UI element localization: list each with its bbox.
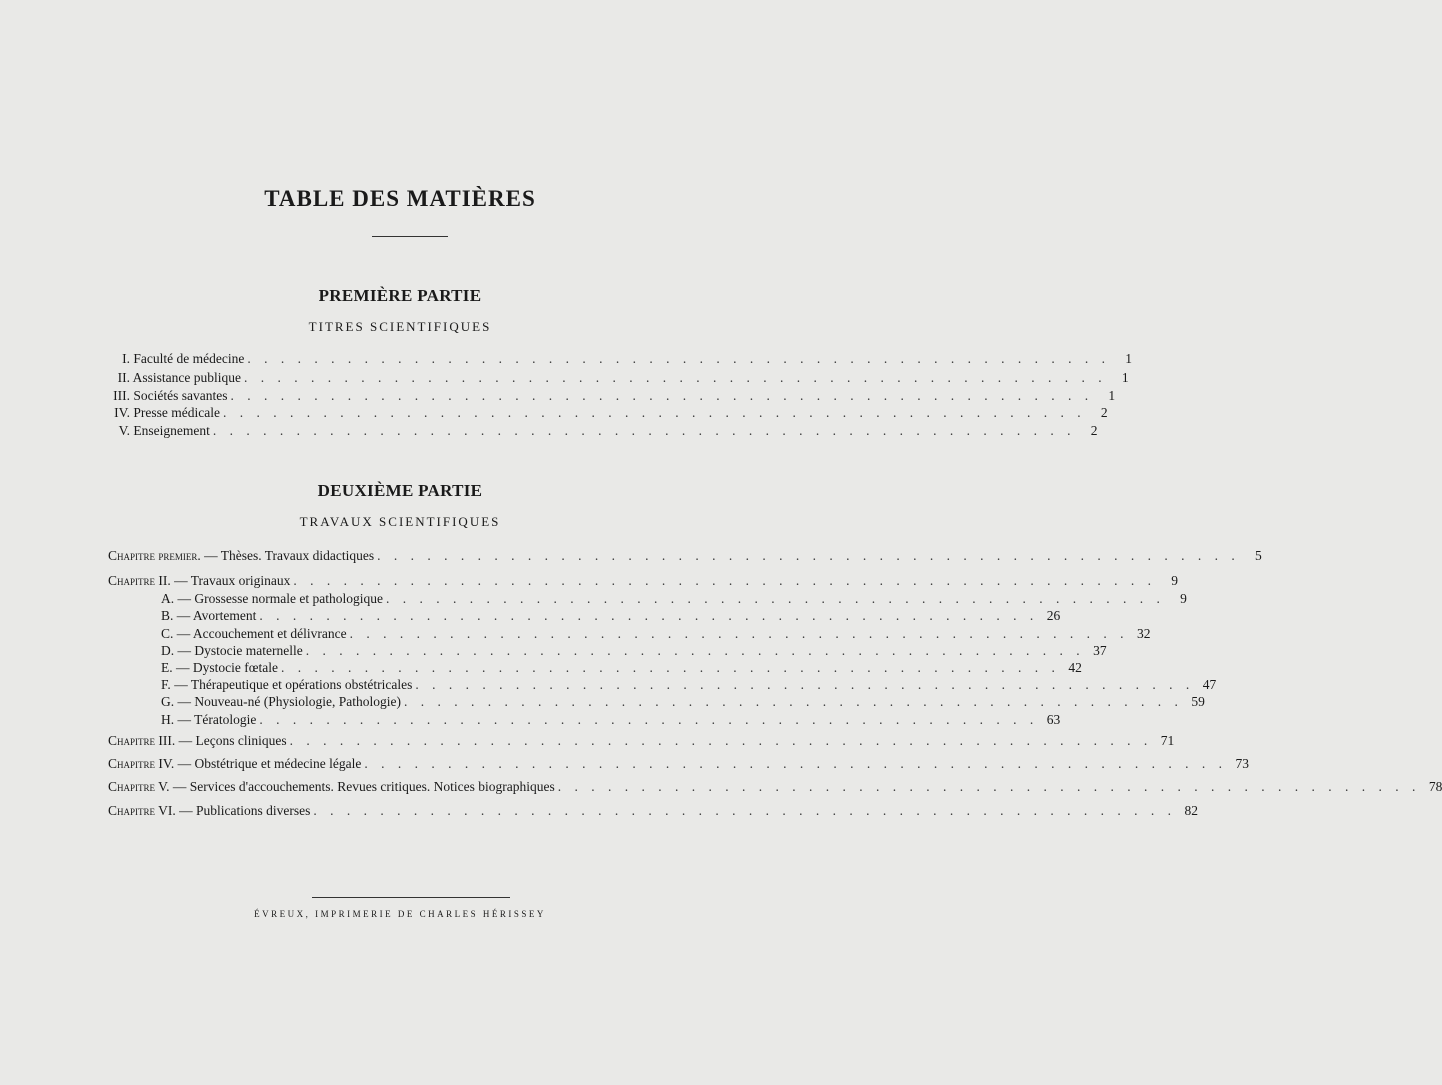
- entry-label: Enseignement: [133, 423, 210, 438]
- chapter-label: — Thèses. Travaux didactiques: [204, 548, 375, 563]
- chapter-entry[interactable]: [108, 546, 1262, 565]
- printer-imprint: ÉVREUX, IMPRIMERIE DE CHARLES HÉRISSEY: [254, 909, 546, 919]
- subsection-letter: A.: [161, 591, 175, 606]
- leader-dots: . . . . . . . . . . . . . . . . . . . . . . . . . . . . . . . . . . . . . . . . . . . . . . . . . . . .: [230, 388, 1094, 403]
- chapter-page: 73: [1235, 756, 1249, 771]
- leader-dots: . . . . . . . . . . . . . . . . . . . . . . . . . . . . . . . . . . . . . . . . . . . . . . .: [280, 660, 1060, 675]
- leader-dots: . . . . . . . . . . . . . . . . . . . . . . . . . . . . . . . . . . . . . . . . . . . . . . . . . . . .: [222, 405, 1086, 420]
- toc-entry[interactable]: [104, 421, 1098, 440]
- subsection-letter: E.: [161, 660, 173, 675]
- chapter-page: 9: [1171, 573, 1179, 588]
- chapter-number: IV.: [158, 756, 175, 771]
- chapter-word: Chapitre: [108, 733, 156, 748]
- part1-subtitle: TITRES SCIENTIFIQUES: [308, 319, 492, 334]
- entry-page: 2: [1090, 423, 1098, 438]
- entry-number: I.: [122, 351, 130, 366]
- leader-dots: . . . . . . . . . . . . . . . . . . . . . . . . . . . . . . . . . . . . . . . . . . . . . . .: [349, 626, 1129, 641]
- chapter-word: Chapitre: [108, 573, 156, 588]
- leader-dots: . . . . . . . . . . . . . . . . . . . . . . . . . . . . . . . . . . . . . . . . . . . . . . .: [385, 591, 1165, 606]
- entry-number: III.: [113, 388, 130, 403]
- entry-label: Faculté de médecine: [133, 351, 245, 366]
- chapter-entry[interactable]: [108, 801, 1199, 820]
- entry-label: Presse médicale: [133, 405, 220, 420]
- leader-dots: . . . . . . . . . . . . . . . . . . . . . . . . . . . . . . . . . . . . . . . . . . . . . . . . . . . .: [293, 573, 1157, 588]
- chapter-label: — Leçons cliniques: [178, 733, 287, 748]
- part2-subtitle: TRAVAUX SCIENTIFIQUES: [299, 514, 501, 529]
- subsection-label: — Nouveau-né (Physiologie, Pathologie): [177, 694, 401, 709]
- leader-dots: . . . . . . . . . . . . . . . . . . . . . . . . . . . . . . . . . . . . . . . . . . . . . . . . . . . .: [289, 733, 1153, 748]
- leader-dots: . . . . . . . . . . . . . . . . . . . . . . . . . . . . . . . . . . . . . . . . . . . . . . . . . . . .: [244, 370, 1107, 385]
- toc-entry[interactable]: [104, 368, 1129, 387]
- leader-dots: . . . . . . . . . . . . . . . . . . . . . . . . . . . . . . . . . . . . . . . . . . . . . . .: [259, 608, 1039, 623]
- chapter-number: premier.: [158, 548, 201, 563]
- subsection-letter: F.: [161, 677, 171, 692]
- subsection-label: — Dystocie maternelle: [177, 643, 303, 658]
- entry-number: II.: [117, 370, 130, 385]
- chapter-page: 71: [1160, 733, 1175, 748]
- subsection-page: 37: [1093, 643, 1107, 658]
- entry-number: IV.: [114, 405, 130, 420]
- leader-dots: . . . . . . . . . . . . . . . . . . . . . . . . . . . . . . . . . . . . . . . . . . . . . . . . . . . .: [557, 779, 1421, 794]
- chapter-entry[interactable]: [108, 571, 1179, 590]
- leader-dots: . . . . . . . . . . . . . . . . . . . . . . . . . . . . . . . . . . . . . . . . . . . . . . . . . . . .: [364, 756, 1227, 771]
- chapter-label: — Services d'accouchements. Revues critiques. Notices biographiques: [172, 779, 555, 794]
- chapter-entry[interactable]: [108, 754, 1249, 773]
- entry-label: Sociétés savantes: [133, 388, 228, 403]
- subsection-page: 32: [1136, 626, 1151, 641]
- subsection-page: 59: [1191, 694, 1205, 709]
- leader-dots: . . . . . . . . . . . . . . . . . . . . . . . . . . . . . . . . . . . . . . . . . . . . . . . . . . . .: [313, 803, 1177, 818]
- chapter-page: 78: [1428, 779, 1442, 794]
- footer-divider: [312, 897, 510, 898]
- subsection-label: — Accouchement et délivrance: [176, 626, 347, 641]
- chapter-word: Chapitre: [108, 756, 156, 771]
- chapter-number: VI.: [158, 803, 176, 818]
- entry-label: Assistance publique: [132, 370, 241, 385]
- leader-dots: . . . . . . . . . . . . . . . . . . . . . . . . . . . . . . . . . . . . . . . . . . . . . . . . . . . .: [377, 548, 1240, 563]
- subsection-entry[interactable]: [161, 606, 1061, 625]
- part1-title: PREMIÈRE PARTIE: [318, 286, 482, 305]
- subsection-entry[interactable]: [161, 692, 1205, 711]
- page-title: TABLE DES MATIÈRES: [264, 186, 536, 211]
- subsection-page: 63: [1046, 712, 1061, 727]
- leader-dots: . . . . . . . . . . . . . . . . . . . . . . . . . . . . . . . . . . . . . . . . . . . . . . .: [305, 643, 1085, 658]
- part2-title: DEUXIÈME PARTIE: [317, 481, 483, 500]
- subsection-letter: B.: [161, 608, 174, 623]
- chapter-number: V.: [158, 779, 170, 794]
- chapter-page: 5: [1255, 548, 1262, 563]
- subsection-letter: D.: [161, 643, 175, 658]
- chapter-entry[interactable]: [108, 777, 1442, 796]
- toc-entry[interactable]: [104, 349, 1132, 368]
- subsection-page: 47: [1202, 677, 1217, 692]
- subsection-label: — Grossesse normale et pathologique: [177, 591, 383, 606]
- entry-page: 1: [1121, 370, 1129, 385]
- chapter-number: III.: [158, 733, 176, 748]
- leader-dots: . . . . . . . . . . . . . . . . . . . . . . . . . . . . . . . . . . . . . . . . . . . . . . .: [403, 694, 1183, 709]
- subsection-entry[interactable]: [161, 710, 1061, 729]
- leader-dots: . . . . . . . . . . . . . . . . . . . . . . . . . . . . . . . . . . . . . . . . . . . . . . . . . . . .: [247, 351, 1110, 366]
- subsection-letter: G.: [161, 694, 175, 709]
- chapter-number: II.: [158, 573, 171, 588]
- subsection-page: 42: [1068, 660, 1082, 675]
- subsection-page: 9: [1180, 591, 1187, 606]
- subsection-label: — Avortement: [176, 608, 257, 623]
- chapter-label: — Obstétrique et médecine légale: [177, 756, 362, 771]
- leader-dots: . . . . . . . . . . . . . . . . . . . . . . . . . . . . . . . . . . . . . . . . . . . . . . .: [259, 712, 1039, 727]
- chapter-word: Chapitre: [108, 548, 156, 563]
- chapter-word: Chapitre: [108, 803, 156, 818]
- subsection-letter: H.: [161, 712, 175, 727]
- subsection-label: — Thérapeutique et opérations obstétricales: [174, 677, 413, 692]
- chapter-word: Chapitre: [108, 779, 156, 794]
- chapter-label: — Travaux originaux: [174, 573, 291, 588]
- toc-entry[interactable]: [104, 403, 1108, 422]
- subsection-letter: C.: [161, 626, 174, 641]
- leader-dots: . . . . . . . . . . . . . . . . . . . . . . . . . . . . . . . . . . . . . . . . . . . . . . . . . . . .: [212, 423, 1076, 438]
- chapter-page: 82: [1184, 803, 1199, 818]
- leader-dots: . . . . . . . . . . . . . . . . . . . . . . . . . . . . . . . . . . . . . . . . . . . . . . .: [415, 677, 1195, 692]
- chapter-label: — Publications diverses: [179, 803, 311, 818]
- entry-page: 2: [1100, 405, 1108, 420]
- entry-page: 1: [1125, 351, 1132, 366]
- entry-number: V.: [118, 423, 130, 438]
- subsection-label: — Dystocie fœtale: [176, 660, 278, 675]
- title-divider: [372, 236, 448, 237]
- entry-page: 1: [1108, 388, 1116, 403]
- subsection-page: 26: [1046, 608, 1061, 623]
- chapter-entry[interactable]: [108, 731, 1175, 750]
- subsection-label: — Tératologie: [177, 712, 257, 727]
